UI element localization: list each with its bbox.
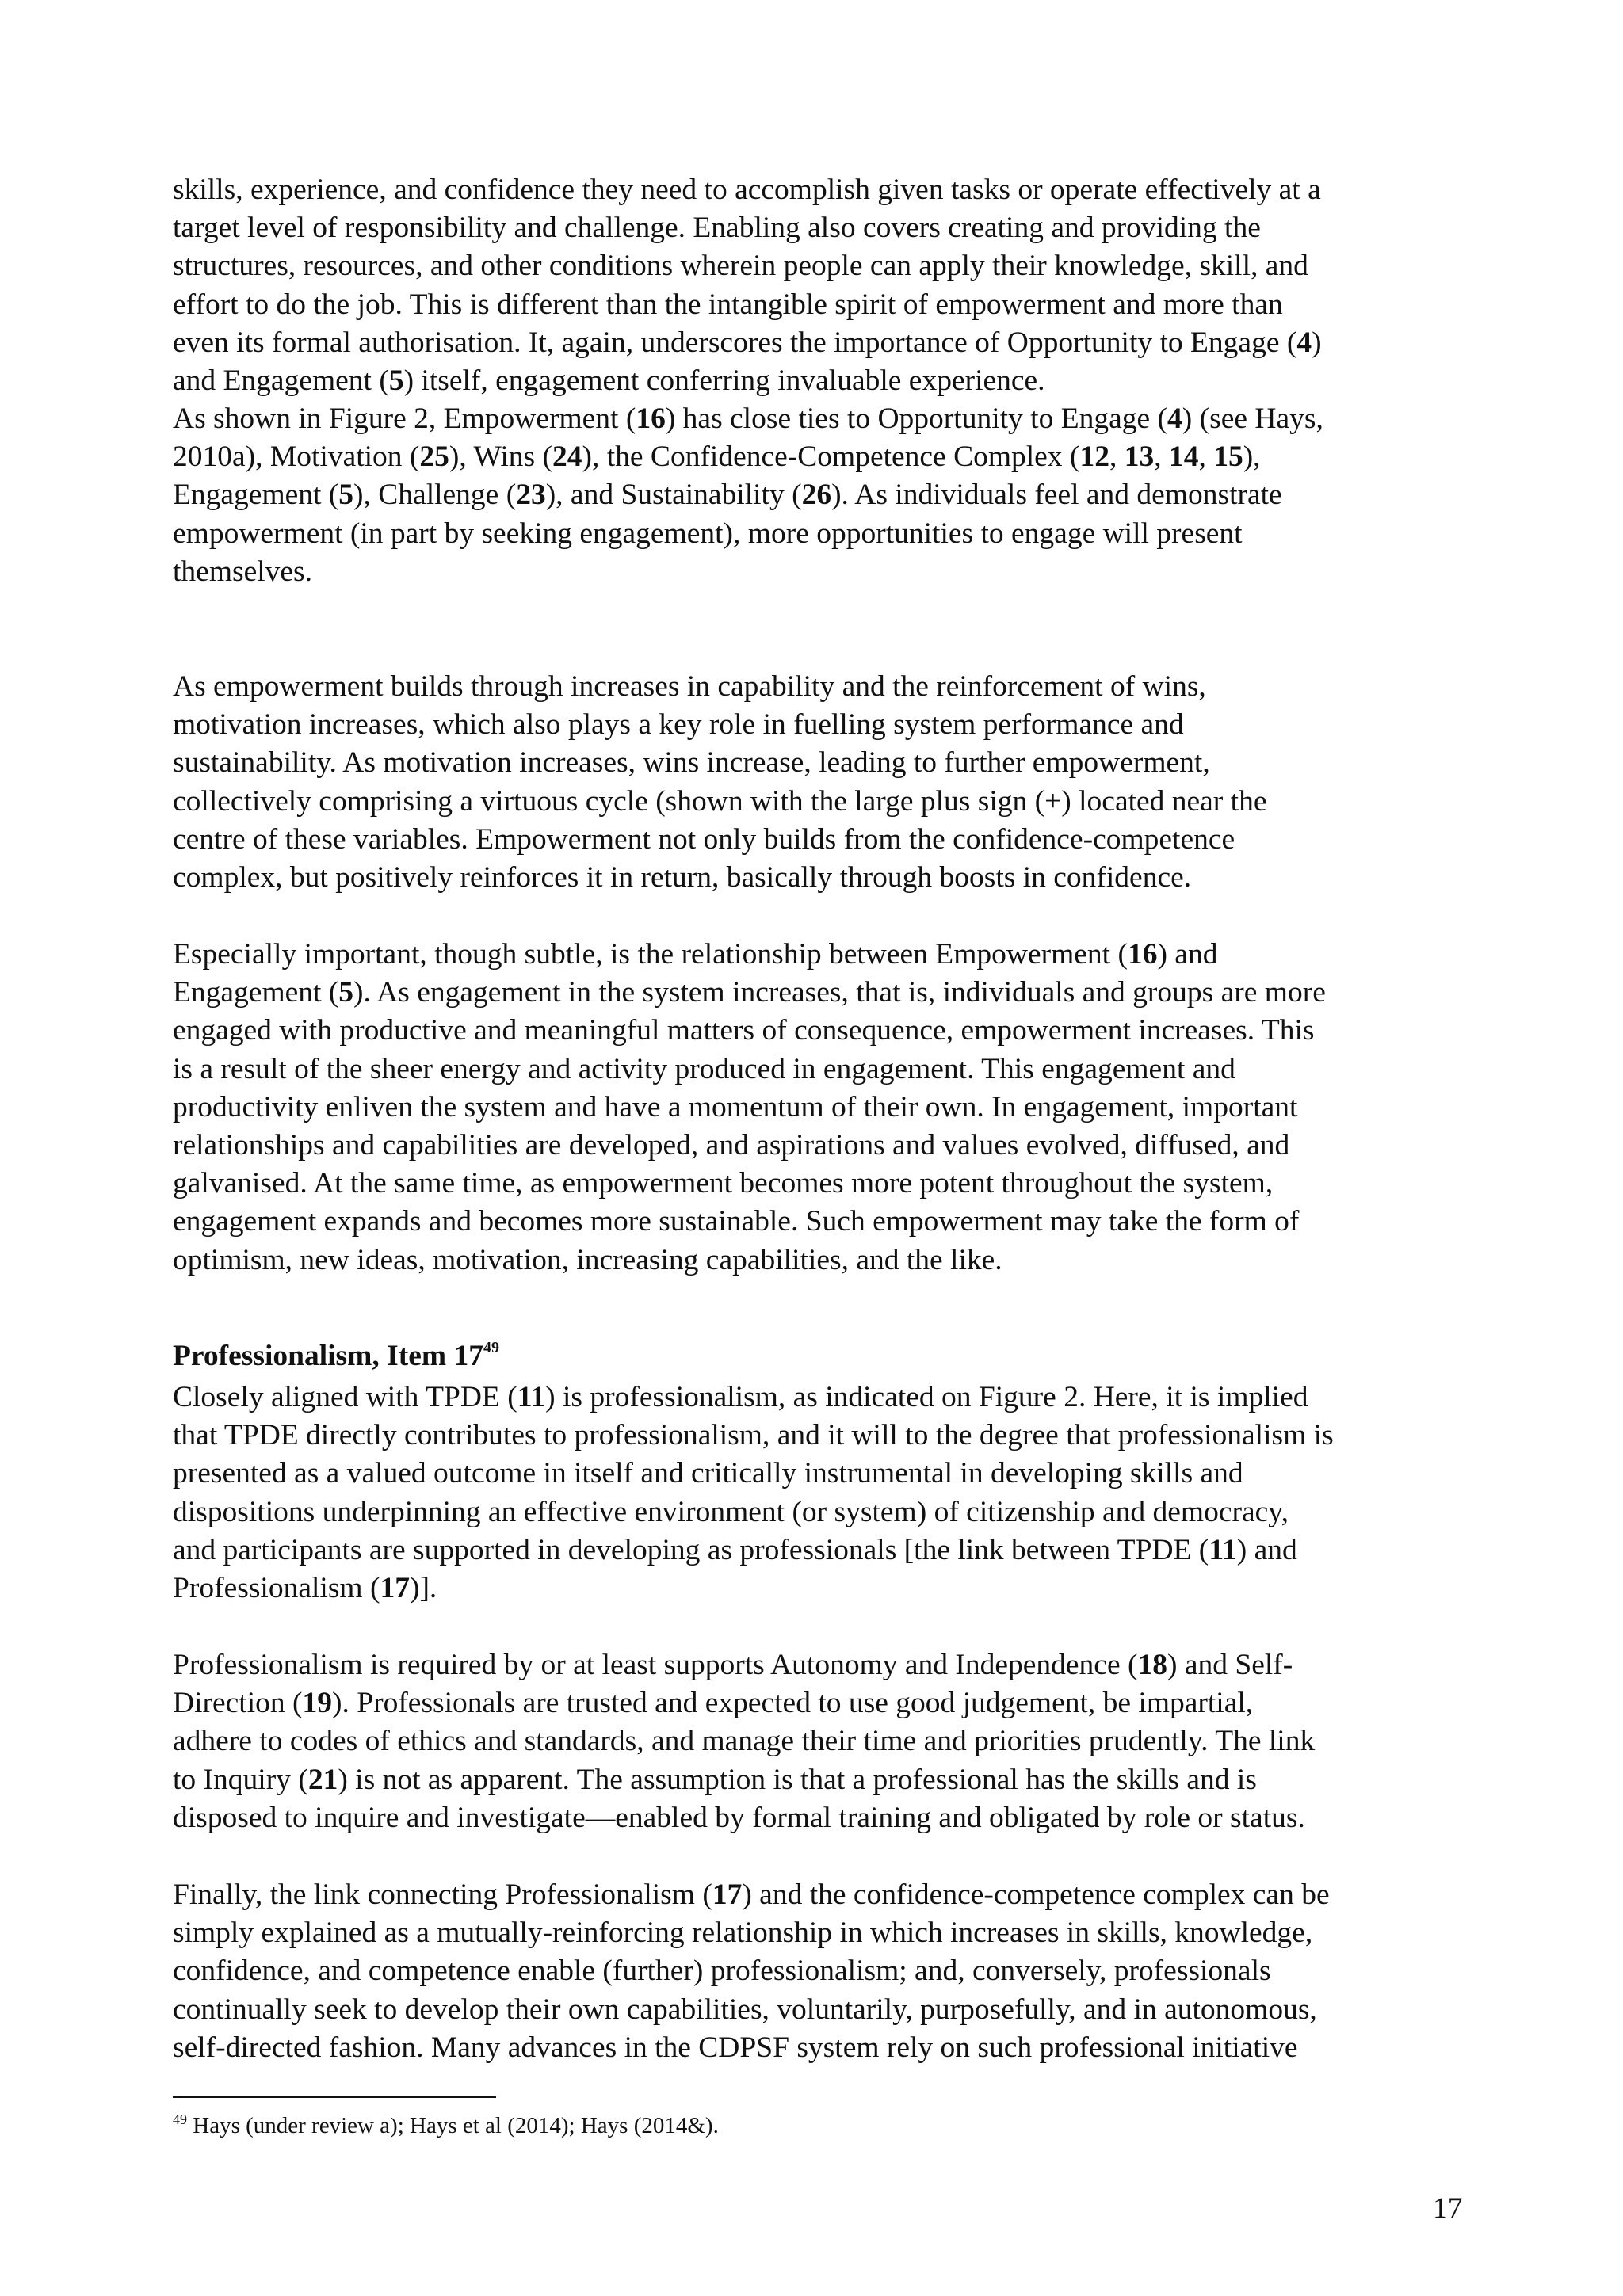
paragraph-virtuous-cycle: [173, 668, 1461, 897]
text-line: that TPDE directly contributes to professionalism, and it will to the degree that professionalism is: [173, 1419, 1334, 1452]
paragraph-confidence-competence: [173, 1876, 1461, 2067]
text-line: themselves.: [173, 555, 313, 588]
text-line: dispositions underpinning an effective environment (or system) of citizenship and democracy,: [173, 1495, 1289, 1528]
text-line: structures, resources, and other conditions wherein people can apply their knowledge, skill, and: [173, 250, 1308, 283]
text-line: motivation increases, which also plays a key role in fuelling system performance and: [173, 708, 1184, 742]
text-line: relationships and capabilities are developed, and aspirations and values evolved, diffused, and: [173, 1129, 1290, 1162]
text-line: presented as a valued outcome in itself and critically instrumental in developing skills and: [173, 1457, 1243, 1490]
section-heading: Professionalism, Item $17^{49}$: [173, 1339, 499, 1372]
text-line: engagement expands and becomes more sustainable. Such empowerment may take the form of: [173, 1205, 1300, 1238]
text-line: is a result of the sheer energy and activity produced in engagement. This engagement and: [173, 1052, 1235, 1085]
text-line: even its formal authorisation. It, again, underscores the importance of Opportunity to Engage (4): [173, 326, 1322, 359]
footnote-ref[interactable]: 49: [483, 1339, 499, 1356]
text-line: continually seek to develop their own capabilities, voluntarily, purposefully, and in autonomous,: [173, 1993, 1317, 2026]
text-line: and Engagement (5) itself, engagement conferring invaluable experience.: [173, 364, 1045, 398]
text-line: Engagement (5). As engagement in the system increases, that is, individuals and groups are more: [173, 976, 1326, 1009]
text-line: self-directed fashion. Many advances in the CDPSF system rely on such professional initiative: [173, 2031, 1298, 2064]
text-line: productivity enliven the system and have a momentum of their own. In engagement, important: [173, 1090, 1298, 1123]
text-line: Professionalism (17)].: [173, 1572, 437, 1605]
text-line: confidence, and competence enable (further) professionalism; and, conversely, professionals: [173, 1955, 1271, 1988]
text-line: Closely aligned with TPDE (11) is professionalism, as indicated on Figure 2. Here, it is implied: [173, 1381, 1308, 1413]
text-line: engaged with productive and meaningful matters of consequence, empowerment increases. This: [173, 1014, 1315, 1047]
text-line: collectively comprising a virtuous cycle (shown with the large plus sign (+) located near the: [173, 784, 1267, 818]
text-line: galvanised. At the same time, as empowerment becomes more potent throughout the system,: [173, 1167, 1274, 1200]
text-line: to Inquiry (21) is not as apparent. The assumption is that a professional has the skills and is: [173, 1763, 1257, 1796]
text-line: Engagement (5), Challenge (23), and Sustainability (26). As individuals feel and demonstrate: [173, 479, 1282, 512]
paragraph-tpde: [173, 1379, 1461, 1608]
text-line: Finally, the link connecting Professionalism (17) and the confidence-competence complex can be: [173, 1878, 1330, 1911]
text-line: Direction (19). Professionals are trusted and expected to use good judgement, be impartial,: [173, 1687, 1254, 1720]
paragraph-engagement-relationship: [173, 936, 1461, 1280]
text-line: Professionalism is required by or at least supports Autonomy and Independence (18) and Self-: [173, 1649, 1293, 1681]
text-line: Especially important, though subtle, is the relationship between Empowerment (16) and: [173, 938, 1218, 971]
text-line: simply explained as a mutually-reinforcing relationship in which increases in skills, knowledge,: [173, 1917, 1313, 1950]
text-line: As empowerment builds through increases in capability and the reinforcement of wins,: [173, 670, 1206, 703]
text-line: sustainability. As motivation increases, wins increase, leading to further empowerment,: [173, 746, 1210, 780]
text-line: effort to do the job. This is different than the intangible spirit of empowerment and more than: [173, 288, 1283, 321]
footnote: [173, 2111, 719, 2142]
footnote-divider: [173, 2096, 496, 2098]
paragraph-autonomy: [173, 1646, 1461, 1837]
footnote-number: 49: [173, 2111, 187, 2127]
text-line: As shown in Figure 2, Empowerment (16) has close ties to Opportunity to Engage (4) (see Hays,: [173, 402, 1323, 435]
text-line: empowerment (in part by seeking engagement), more opportunities to engage will present: [173, 517, 1243, 550]
paragraph-enabling: [173, 171, 1461, 400]
text-line: target level of responsibility and challenge. Enabling also covers creating and providing the: [173, 212, 1261, 245]
text-line: skills, experience, and confidence they need to accomplish given tasks or operate effectively at a: [173, 174, 1321, 206]
text-line: centre of these variables. Empowerment not only builds from the confidence-competence: [173, 822, 1235, 856]
paragraph-empowerment-ties: [173, 400, 1461, 591]
page-number: 17: [1433, 2192, 1463, 2225]
footnote-text: Hays (under review a); Hays et al (2014); Hays (2014&).: [187, 2113, 719, 2138]
text-line: disposed to inquire and investigate—enabled by formal training and obligated by role or status.: [173, 1801, 1305, 1834]
text-line: adhere to codes of ethics and standards, and manage their time and priorities prudently. The link: [173, 1725, 1316, 1758]
text-line: optimism, new ideas, motivation, increasing capabilities, and the like.: [173, 1243, 1002, 1276]
text-line: complex, but positively reinforces it in return, basically through boosts in confidence.: [173, 861, 1192, 894]
text-line: and participants are supported in developing as professionals [the link between TPDE (11) and: [173, 1533, 1297, 1566]
text-line: 2010a), Motivation (25), Wins (24), the Confidence-Competence Complex (12, 13, 14, 15),: [173, 441, 1261, 474]
